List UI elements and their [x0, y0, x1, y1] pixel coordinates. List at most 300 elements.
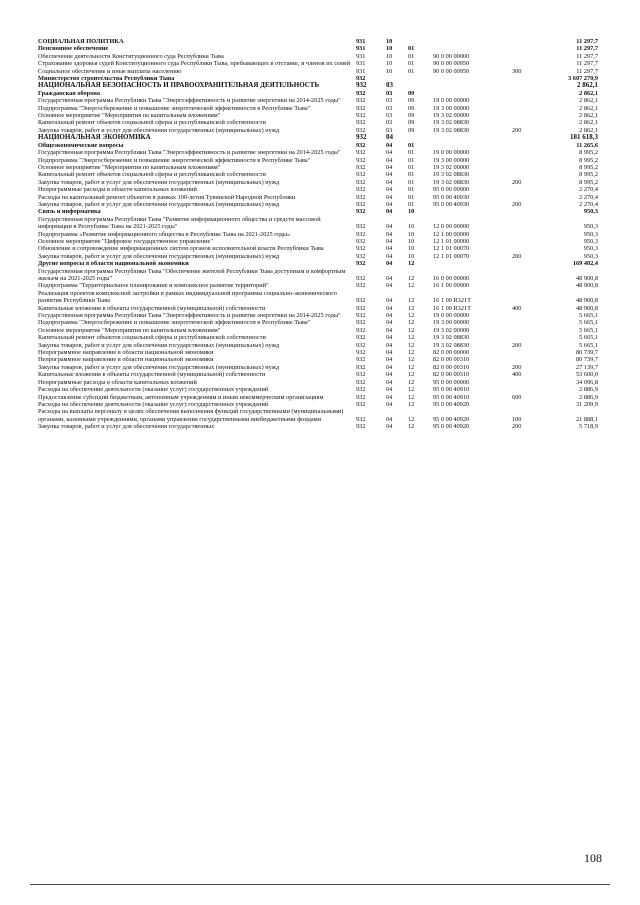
row-pr: 12	[408, 341, 415, 349]
row-ved: 932	[356, 400, 366, 408]
row-csr: 90 0 00 00000	[433, 52, 470, 60]
row-rz: 04	[386, 245, 393, 253]
table-row	[38, 82, 598, 89]
row-vr: 200	[512, 252, 522, 260]
row-pr: 01	[408, 45, 415, 53]
row-pr: 12	[408, 304, 415, 312]
page-number: 108	[584, 851, 602, 865]
row-sum: 2 862,1	[579, 97, 598, 105]
row-ved: 932	[356, 415, 366, 423]
row-name: Государственная программа Республики Тыва "Энергоэффективность и развитие энергетики на 2014-2025 годы"	[38, 97, 341, 105]
row-csr: 12 0 00 00000	[433, 223, 470, 231]
table-row	[38, 394, 598, 401]
row-sum: 2 886,9	[579, 386, 598, 394]
row-rz: 04	[386, 400, 393, 408]
row-rz: 10	[386, 38, 393, 45]
row-pr: 12	[408, 319, 415, 327]
row-pr: 12	[408, 423, 415, 431]
row-csr: 16 1 00 R321T	[433, 304, 471, 312]
row-name: Пенсионное обеспечение	[38, 45, 109, 53]
row-csr: 95 0 00 40930	[433, 193, 470, 201]
row-rz: 04	[386, 334, 393, 342]
row-csr: 19 3 00 00000	[433, 104, 470, 112]
table-row	[38, 371, 598, 378]
row-ved: 932	[356, 75, 366, 83]
table-row	[38, 356, 598, 363]
row-csr: 19 3 02 08830	[433, 341, 470, 349]
row-vr: 200	[512, 200, 522, 208]
row-pr: 10	[408, 252, 415, 260]
row-csr: 16 1 00 R321T	[433, 297, 471, 305]
row-rz: 04	[386, 386, 393, 394]
row-csr: 95 0 00 40920	[433, 400, 470, 408]
row-ved: 932	[356, 245, 366, 253]
row-pr: 01	[408, 200, 415, 208]
row-rz: 03	[386, 126, 393, 134]
table-row	[38, 386, 598, 393]
row-rz: 04	[386, 133, 393, 142]
row-rz: 04	[386, 260, 393, 268]
table-row	[38, 119, 598, 126]
row-name: Капитальный ремонт объектов социальной сферы и республиканской собственности	[38, 171, 266, 179]
row-sum: 950,3	[583, 208, 598, 216]
row-csr: 19 3 00 00000	[433, 319, 470, 327]
row-pr: 12	[408, 349, 415, 357]
row-csr: 19 0 00 00000	[433, 312, 470, 320]
table-row	[38, 45, 598, 52]
row-csr: 19 3 02 08830	[433, 119, 470, 127]
row-ved: 932	[356, 81, 367, 90]
row-ved: 932	[356, 208, 366, 216]
row-name: Расходы на выплаты персоналу в целях обеспечения выполнения функций государственными (муниципальными) органами, казенными учреждениями, органами управления государственными внебюджетными фондами	[38, 408, 344, 423]
row-name: Расходы на обеспечение деятельности (оказание услуг) государственных учреждений	[38, 386, 269, 394]
row-ved: 932	[356, 312, 366, 320]
row-rz: 03	[386, 112, 393, 120]
row-ved: 932	[356, 156, 366, 164]
row-pr: 12	[408, 363, 415, 371]
row-rz: 10	[386, 60, 393, 68]
row-sum: 2 886,9	[579, 393, 598, 401]
row-csr: 82 0 00 00310	[433, 371, 470, 379]
row-name: Закупка товаров, работ и услуг для обеспечения государственных (муниципальных) нужд	[38, 341, 280, 349]
table-row	[38, 408, 598, 423]
row-rz: 04	[386, 149, 393, 157]
table-row	[38, 149, 598, 156]
row-sum: 181 618,3	[570, 133, 598, 142]
row-csr: 95 0 00 00000	[433, 378, 470, 386]
row-name: Капитальные вложения в объекты государственной (муниципальной) собственности	[38, 371, 266, 379]
row-pr: 01	[408, 186, 415, 194]
row-pr: 10	[408, 208, 415, 216]
row-csr: 19 3 02 08830	[433, 178, 470, 186]
row-sum: 21 888,1	[575, 415, 598, 423]
row-name: Подпрограмма "Территориальное планирование и комплексное развитие территорий"	[38, 282, 269, 290]
row-ved: 932	[356, 89, 366, 97]
row-rz: 03	[386, 89, 393, 97]
row-pr: 12	[408, 312, 415, 320]
row-name: Капитальный ремонт объектов социальной сферы и республиканской собственности	[38, 119, 266, 127]
row-sum: 5 665,1	[579, 326, 598, 334]
row-rz: 04	[386, 393, 393, 401]
row-sum: 2 270,4	[579, 193, 598, 201]
row-csr: 95 0 00 40910	[433, 386, 470, 394]
row-ved: 932	[356, 275, 366, 282]
row-csr: 95 0 00 40910	[433, 393, 470, 401]
row-pr: 01	[408, 67, 415, 75]
row-sum: 27 139,7	[575, 363, 598, 371]
row-name: Основное мероприятие "Мероприятия по капитальным вложениям"	[38, 163, 221, 171]
row-sum: 11 297,7	[576, 38, 598, 45]
row-sum: 950,3	[583, 245, 598, 253]
page-bottom-edge	[30, 884, 610, 885]
row-ved: 931	[356, 60, 366, 68]
row-csr: 16 0 00 00000	[433, 275, 470, 282]
row-pr: 09	[408, 97, 415, 105]
row-ved: 932	[356, 393, 366, 401]
row-pr: 12	[408, 297, 415, 305]
table-row	[38, 171, 598, 178]
table-row	[38, 290, 598, 305]
row-sum: 2 862,1	[577, 81, 598, 90]
row-ved: 932	[356, 326, 366, 334]
row-sum: 11 297,7	[576, 52, 598, 60]
table-row	[38, 164, 598, 171]
row-ved: 932	[356, 178, 366, 186]
table-row	[38, 157, 598, 164]
row-name: Основное мероприятие "Мероприятия по капитальным вложениям"	[38, 112, 221, 120]
row-csr: 19 3 02 00000	[433, 112, 470, 120]
table-row	[38, 238, 598, 245]
row-csr: 82 0 00 00000	[433, 349, 470, 357]
table-row	[38, 90, 598, 97]
table-row	[38, 142, 598, 149]
row-sum: 3 607 270,9	[568, 75, 598, 83]
row-pr: 12	[408, 393, 415, 401]
table-row	[38, 253, 598, 260]
row-sum: 5 665,1	[579, 312, 598, 320]
table-row	[38, 105, 598, 112]
table-row	[38, 282, 598, 289]
row-pr: 01	[408, 52, 415, 60]
row-pr: 12	[408, 371, 415, 379]
row-name: Страхование здоровья судей Конституционного суда Республики Тыва, пребывающих в отставке, и членов их семей	[38, 60, 351, 68]
row-name: Министерство строительства Республики Тыва	[38, 75, 175, 83]
row-name: Государственная программа Республики Тыва "Энергоэффективность и развитие энергетики на 2014-2025 годы"	[38, 312, 341, 320]
row-name: Гражданская оборона	[38, 89, 101, 97]
row-name: Основное мероприятие "Цифровое государственное управление"	[38, 237, 213, 245]
table-row	[38, 216, 598, 231]
table-row	[38, 194, 598, 201]
row-name: НАЦИОНАЛЬНАЯ ЭКОНОМИКА	[38, 133, 151, 142]
row-csr: 19 0 00 00000	[433, 97, 470, 105]
row-sum: 950,3	[583, 237, 598, 245]
row-csr: 19 3 02 00000	[433, 163, 470, 171]
row-vr: 100	[512, 415, 522, 423]
row-name: Подпрограмма "Энергосбережение и повышение энергетической эффективности в Республике Тыва"	[38, 156, 311, 164]
row-vr: 400	[512, 371, 522, 379]
row-rz: 03	[386, 104, 393, 112]
row-pr: 01	[408, 193, 415, 201]
row-ved: 932	[356, 304, 366, 312]
row-csr: 19 0 00 00000	[433, 149, 470, 157]
row-sum: 8 995,2	[579, 156, 598, 164]
row-name: Предоставление субсидий бюджетным, автономным учреждениям и иным некоммерческим организациям	[38, 393, 324, 401]
row-sum: 5 718,9	[579, 423, 598, 431]
row-rz: 03	[386, 119, 393, 127]
table-row	[38, 327, 598, 334]
row-rz: 04	[386, 141, 393, 149]
row-sum: 2 270,4	[579, 200, 598, 208]
table-row	[38, 186, 598, 193]
row-csr: 82 0 00 00310	[433, 363, 470, 371]
row-rz: 04	[386, 349, 393, 357]
row-rz: 04	[386, 200, 393, 208]
row-pr: 09	[408, 126, 415, 134]
row-name: Государственная программа Республики Тыва "Развитие информационного общества и средств массовой информации в Республике Тыва на 2021-2025 годы"	[38, 215, 321, 231]
table-row	[38, 112, 598, 119]
table-row	[38, 312, 598, 319]
row-rz: 04	[386, 297, 393, 305]
row-csr: 12 1 01 00070	[433, 252, 470, 260]
row-ved: 932	[356, 386, 366, 394]
table-row	[38, 201, 598, 208]
row-sum: 950,3	[583, 230, 598, 238]
row-ved: 932	[356, 149, 366, 157]
row-sum: 2 862,1	[579, 119, 598, 127]
row-csr: 19 3 02 08830	[433, 334, 470, 342]
row-name: Непрограммные расходы в области капитальных вложений	[38, 186, 197, 194]
row-name: НАЦИОНАЛЬНАЯ БЕЗОПАСНОСТЬ И ПРАВООХРАНИТЕЛЬНАЯ ДЕЯТЕЛЬНОСТЬ	[38, 81, 320, 90]
row-vr: 300	[512, 67, 522, 75]
row-name: Непрограммное направление в области национальной экономики	[38, 356, 214, 364]
row-ved: 932	[356, 297, 366, 305]
row-ved: 932	[356, 141, 366, 149]
row-csr: 95 0 00 00000	[433, 186, 470, 194]
row-rz: 04	[386, 312, 393, 320]
row-sum: 8 995,2	[579, 178, 598, 186]
row-ved: 932	[356, 356, 366, 364]
row-pr: 12	[408, 282, 415, 290]
table-row	[38, 260, 598, 267]
row-name: Капитальный ремонт объектов социальной сферы и республиканской собственности	[38, 334, 266, 342]
row-pr: 12	[408, 326, 415, 334]
row-rz: 04	[386, 378, 393, 386]
row-vr: 200	[512, 423, 522, 431]
table-row	[38, 231, 598, 238]
row-name: Закупка товаров, работ и услуг для обеспечения государственных	[38, 423, 215, 431]
row-sum: 2 862,1	[579, 104, 598, 112]
row-pr: 01	[408, 171, 415, 179]
row-name: Обеспечение деятельности Конституционного суда Республики Тыва	[38, 52, 224, 60]
row-rz: 04	[386, 252, 393, 260]
row-pr: 09	[408, 119, 415, 127]
row-ved: 932	[356, 363, 366, 371]
row-rz: 04	[386, 363, 393, 371]
row-sum: 31 209,9	[575, 400, 598, 408]
row-sum: 53 600,0	[575, 371, 598, 379]
row-pr: 01	[408, 149, 415, 157]
row-csr: 12 1 01 00070	[433, 245, 470, 253]
row-name: Непрограммные расходы в области капитальных вложений	[38, 378, 197, 386]
row-sum: 2 862,1	[579, 126, 598, 134]
table-row	[38, 334, 598, 341]
row-ved: 932	[356, 104, 366, 112]
row-pr: 01	[408, 163, 415, 171]
table-row	[38, 349, 598, 356]
row-rz: 04	[386, 356, 393, 364]
row-name: Закупка товаров, работ и услуг для обеспечения государственных (муниципальных) нужд	[38, 126, 280, 134]
table-row	[38, 208, 598, 215]
row-rz: 04	[386, 282, 393, 290]
row-rz: 10	[386, 52, 393, 60]
row-csr: 12 1 00 00000	[433, 230, 470, 238]
table-row	[38, 268, 598, 283]
row-ved: 932	[356, 319, 366, 327]
row-rz: 04	[386, 171, 393, 179]
row-rz: 04	[386, 319, 393, 327]
row-name: Расходы на капитальный ремонт объектов в рамках 100-летия Тувинской Народной Республики	[38, 193, 296, 201]
row-csr: 90 0 00 00950	[433, 60, 470, 68]
row-vr: 200	[512, 178, 522, 186]
row-name: Непрограммное направление в области национальной экономики	[38, 349, 214, 357]
row-name: Закупка товаров, работ и услуг для обеспечения государственных (муниципальных) нужд	[38, 178, 280, 186]
row-name: Закупка товаров, работ и услуг для обеспечения государственных (муниципальных) нужд	[38, 363, 280, 371]
row-pr: 01	[408, 60, 415, 68]
row-pr: 12	[408, 378, 415, 386]
row-ved: 932	[356, 334, 366, 342]
row-sum: 8 995,2	[579, 171, 598, 179]
row-sum: 5 665,1	[579, 334, 598, 342]
row-csr: 19 3 02 08830	[433, 126, 470, 134]
row-rz: 04	[386, 304, 393, 312]
row-rz: 03	[386, 81, 393, 90]
row-pr: 10	[408, 245, 415, 253]
row-vr: 200	[512, 126, 522, 134]
row-sum: 80 739,7	[575, 349, 598, 357]
row-csr: 19 3 02 08830	[433, 171, 470, 179]
row-ved: 932	[356, 349, 366, 357]
table-row	[38, 401, 598, 408]
row-pr: 10	[408, 230, 415, 238]
row-rz: 04	[386, 230, 393, 238]
row-pr: 10	[408, 223, 415, 231]
row-rz: 04	[386, 193, 393, 201]
table-row	[38, 134, 598, 141]
table-row	[38, 53, 598, 60]
row-pr: 12	[408, 356, 415, 364]
row-pr: 09	[408, 89, 415, 97]
row-rz: 10	[386, 45, 393, 53]
row-ved: 931	[356, 38, 366, 45]
row-ved: 932	[356, 423, 366, 431]
row-rz: 04	[386, 275, 393, 282]
row-sum: 11 297,7	[576, 45, 598, 53]
table-row	[38, 38, 598, 45]
row-pr: 12	[408, 415, 415, 423]
table-row	[38, 364, 598, 371]
table-row	[38, 319, 598, 326]
row-ved: 932	[356, 163, 366, 171]
row-rz: 04	[386, 223, 393, 231]
row-pr: 12	[408, 386, 415, 394]
row-sum: 11 265,6	[576, 141, 598, 149]
row-sum: 48 900,8	[575, 282, 598, 290]
row-sum: 5 665,1	[579, 319, 598, 327]
row-name: Реализация проектов комплексной застройки в рамках индивидуальной программы социально-экономического развития Республики Тыва	[38, 289, 337, 305]
row-ved: 932	[356, 223, 366, 231]
row-name: Закупка товаров, работ и услуг для обеспечения государственных (муниципальных) нужд	[38, 200, 280, 208]
row-vr: 200	[512, 341, 522, 349]
row-name: Государственная программа Республики Тыва "Обеспечение жителей Республики Тыва доступным и комфортным жильем на 2021-2025 годы"	[38, 267, 346, 282]
row-pr: 01	[408, 178, 415, 186]
row-sum: 48 900,8	[575, 275, 598, 282]
row-sum: 11 297,7	[576, 60, 598, 68]
row-sum: 950,3	[583, 252, 598, 260]
row-csr: 12 1 01 00000	[433, 237, 470, 245]
row-csr: 16 1 00 00000	[433, 282, 470, 290]
row-pr: 12	[408, 334, 415, 342]
row-ved: 932	[356, 200, 366, 208]
row-name: Общеэкономические вопросы	[38, 141, 124, 149]
row-csr: 82 0 00 00310	[433, 356, 470, 364]
table-row	[38, 60, 598, 67]
row-sum: 11 297,7	[576, 67, 598, 75]
row-rz: 04	[386, 178, 393, 186]
row-pr: 01	[408, 156, 415, 164]
table-row	[38, 423, 598, 430]
row-pr: 12	[408, 260, 415, 268]
table-row	[38, 342, 598, 349]
row-rz: 03	[386, 97, 393, 105]
row-name: Расходы на обеспечение деятельности (оказание услуг) государственных учреждений	[38, 400, 269, 408]
row-pr: 01	[408, 141, 415, 149]
row-sum: 80 739,7	[575, 356, 598, 364]
row-csr: 90 0 00 00950	[433, 67, 470, 75]
row-rz: 10	[386, 67, 393, 75]
table-row	[38, 179, 598, 186]
row-ved: 931	[356, 52, 366, 60]
row-vr: 200	[512, 363, 522, 371]
budget-table	[38, 38, 598, 431]
table-row	[38, 245, 598, 252]
row-name: Закупка товаров, работ и услуг для обеспечения государственных (муниципальных) нужд	[38, 252, 280, 260]
row-name: СОЦИАЛЬНАЯ ПОЛИТИКА	[38, 38, 124, 45]
row-sum: 2 862,1	[579, 112, 598, 120]
table-row	[38, 379, 598, 386]
row-sum: 34 096,8	[575, 378, 598, 386]
row-pr: 10	[408, 237, 415, 245]
row-ved: 931	[356, 67, 366, 75]
row-name: Подпрограмма «Развитие информационного общества в Республике Тыва на 2021-2025 годы»	[38, 230, 291, 238]
row-sum: 8 995,2	[579, 149, 598, 157]
row-sum: 2 270,4	[579, 186, 598, 194]
row-name: Другие вопросы в области национальной экономики	[38, 260, 189, 268]
row-name: Подпрограмма "Энергосбережение и повышение энергетической эффективности в Республике Тыва"	[38, 104, 311, 112]
table-row	[38, 68, 598, 75]
row-name: Капитальные вложения в объекты государственной (муниципальной) собственности	[38, 304, 266, 312]
row-name: Социальное обеспечение и иные выплаты населению	[38, 67, 182, 75]
row-rz: 04	[386, 163, 393, 171]
row-ved: 932	[356, 378, 366, 386]
row-csr: 95 0 00 40930	[433, 200, 470, 208]
row-pr: 12	[408, 400, 415, 408]
row-ved: 932	[356, 126, 366, 134]
row-sum: 169 402,4	[572, 260, 598, 268]
row-rz: 04	[386, 423, 393, 431]
row-rz: 04	[386, 237, 393, 245]
row-ved: 932	[356, 193, 366, 201]
row-ved: 932	[356, 282, 366, 290]
